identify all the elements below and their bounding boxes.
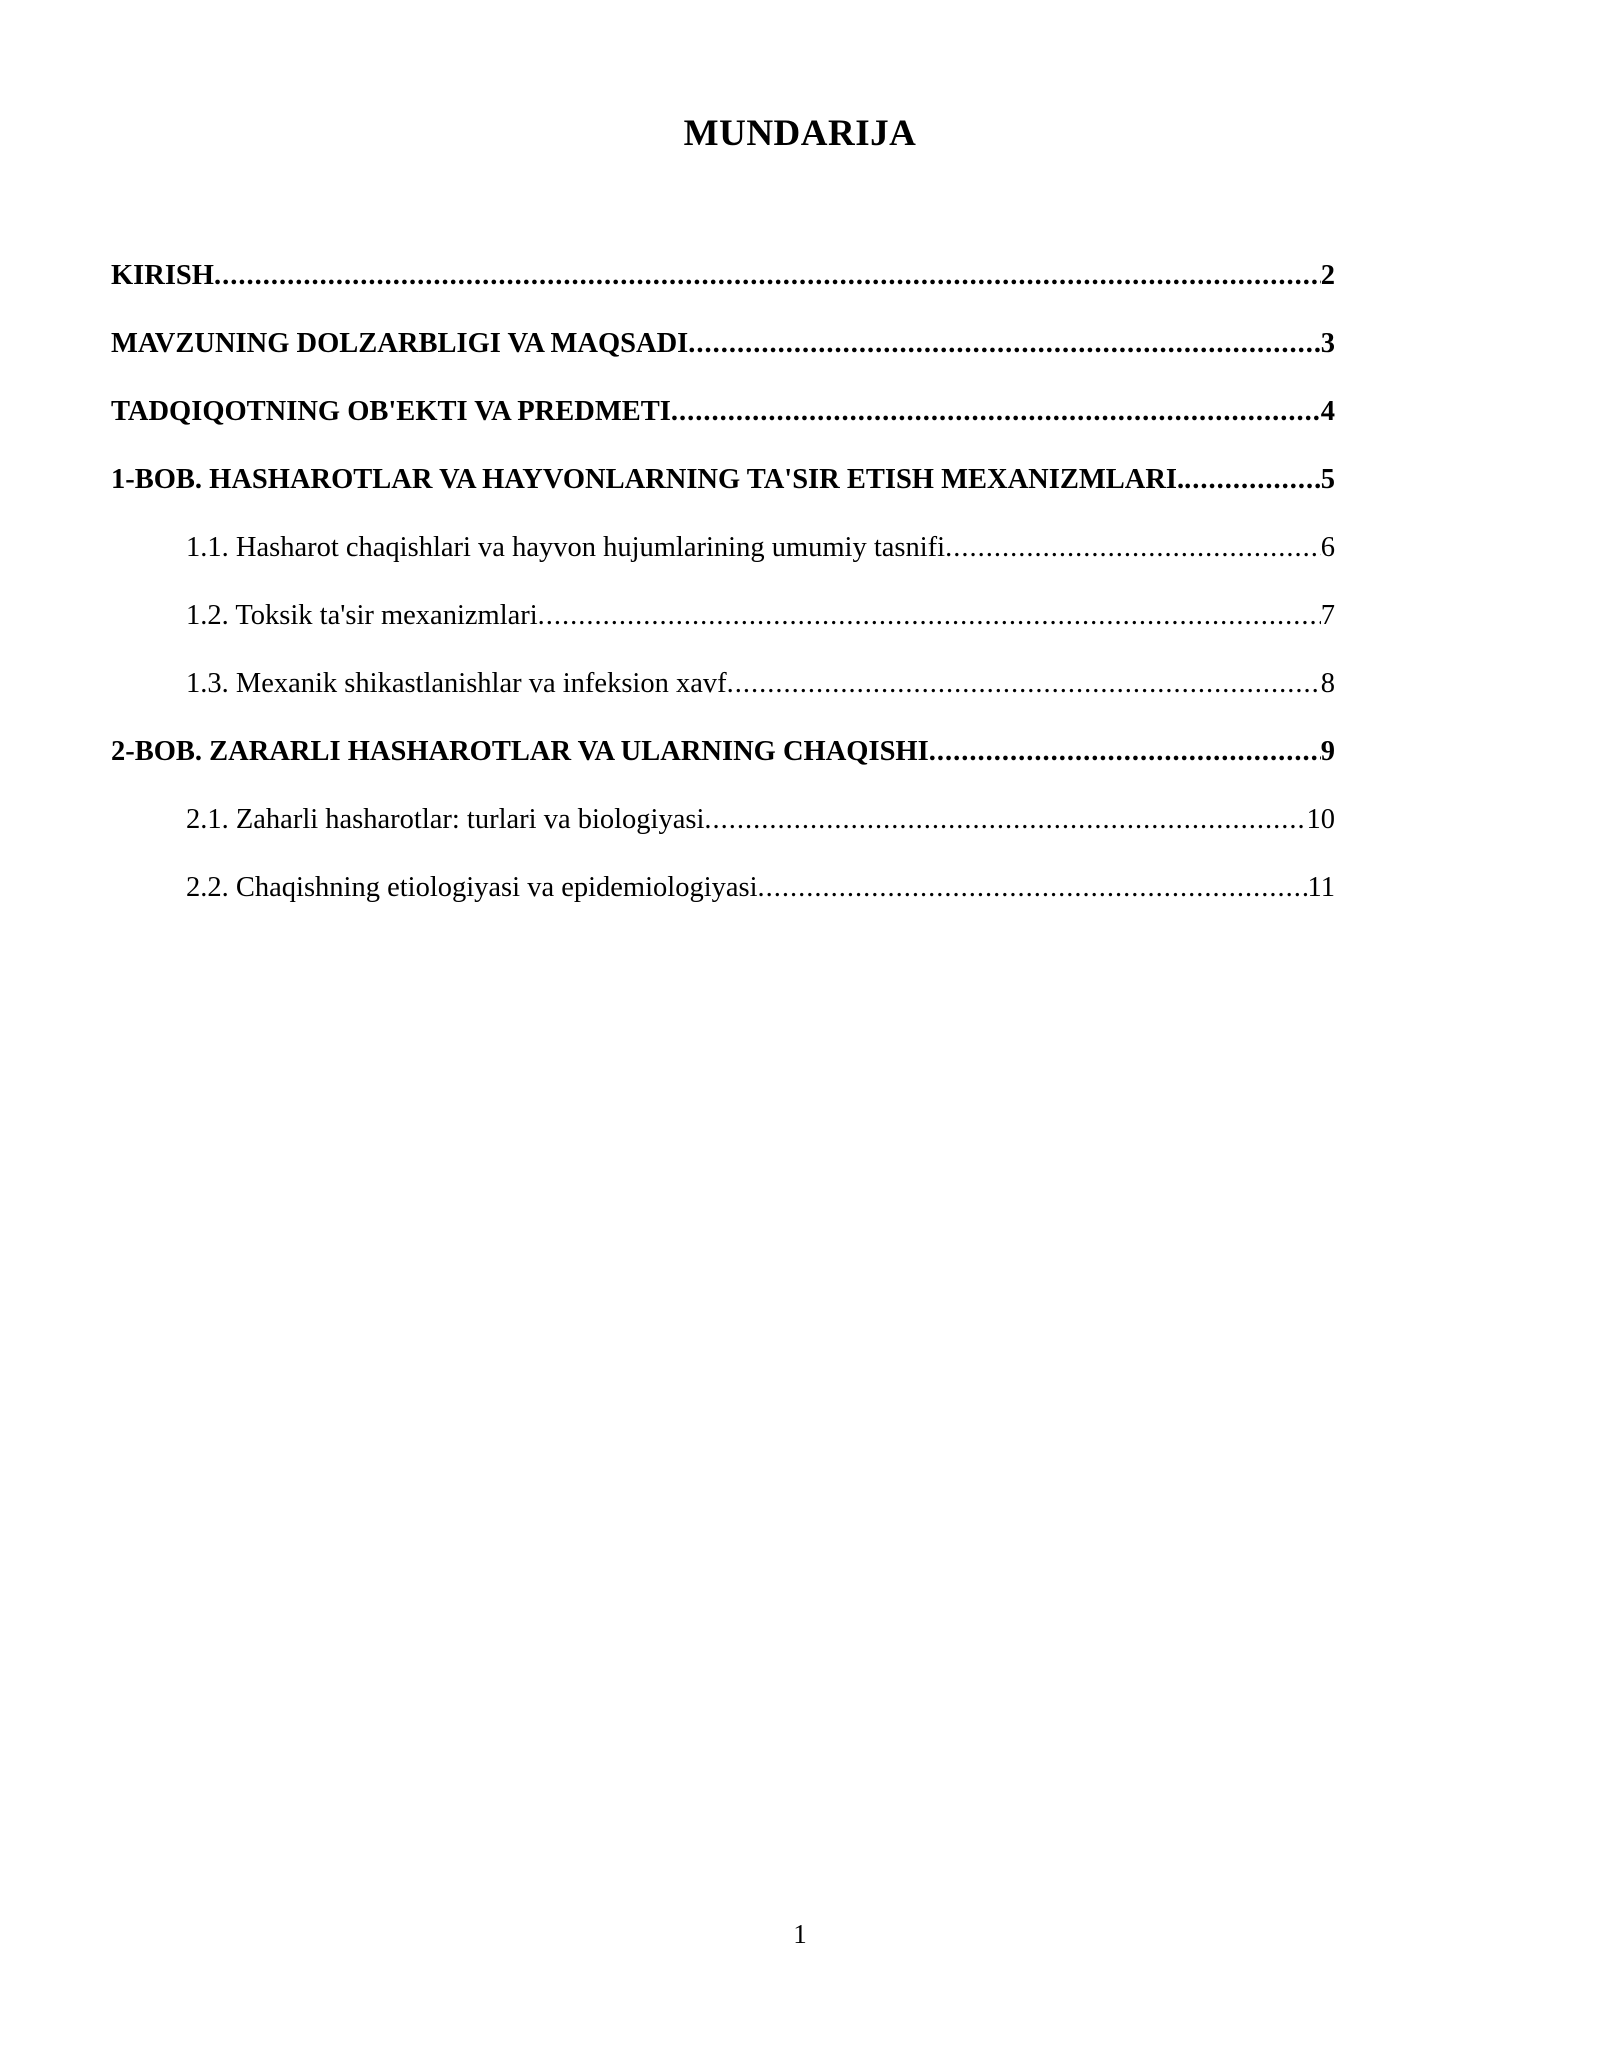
toc-leader-dots [671, 386, 1321, 438]
toc-leader-dots [704, 794, 1306, 846]
toc-entry-1-1[interactable] [111, 522, 1335, 590]
toc-leader-dots [727, 658, 1321, 710]
toc-entry-1-2[interactable] [111, 590, 1335, 658]
toc-entry-label: 1.2. Toksik ta'sir mexanizmlari [186, 600, 538, 631]
toc-entry-label: 2.2. Chaqishning etiologiyasi va epidemiologiyasi [186, 872, 758, 903]
toc-entry-dolzarbligi[interactable] [111, 318, 1335, 386]
toc-leader-dots [688, 318, 1321, 370]
toc-entry-page: 6 [1320, 532, 1335, 563]
toc-entry-label: MAVZUNING DOLZARBLIGI VA MAQSADI [111, 328, 689, 359]
toc-entry-page: 4 [1320, 396, 1335, 427]
toc-leader-dots [538, 590, 1321, 642]
toc-entry-label: 1.3. Mexanik shikastlanishlar va infeksion xavf [186, 668, 727, 699]
toc-entry-obekti[interactable] [111, 386, 1335, 454]
toc-entry-bob-1[interactable] [111, 454, 1335, 522]
toc-entry-page: 3 [1320, 328, 1335, 359]
toc-entry-page: 7 [1320, 600, 1335, 631]
toc-leader-dots [945, 522, 1321, 574]
toc-entry-label: TADQIQOTNING OB'EKTI VA PREDMETI [111, 396, 671, 427]
toc-entry-page: 5 [1320, 464, 1335, 495]
toc-entry-page: 9 [1320, 736, 1335, 767]
toc-entry-label: 2.1. Zaharli hasharotlar: turlari va biologiyasi [186, 804, 705, 835]
toc-entry-bob-2[interactable] [111, 726, 1335, 794]
toc-entry-label: 1.1. Hasharot chaqishlari va hayvon hujumlarining umumiy tasnifi [186, 532, 946, 563]
toc-leader-dots [758, 862, 1308, 914]
page-title: MUNDARIJA [683, 113, 917, 154]
toc-entry-label: KIRISH [111, 260, 214, 291]
toc-leader-dots [929, 726, 1321, 778]
toc-entry-2-1[interactable] [111, 794, 1335, 862]
toc-leader-dots [214, 250, 1321, 302]
toc-entry-page: 8 [1320, 668, 1335, 699]
toc-entry-1-3[interactable] [111, 658, 1335, 726]
toc-entry-label: 2-BOB. ZARARLI HASHAROTLAR VA ULARNING CHAQISHI [111, 736, 929, 767]
page-number: 1 [793, 1919, 807, 1949]
toc-entry-2-2[interactable] [111, 862, 1335, 930]
toc-entry-page: 10 [1306, 804, 1335, 835]
toc-entry-page: 2 [1320, 260, 1335, 291]
toc-entry-page: 11 [1307, 872, 1335, 903]
toc-entry-label: 1-BOB. HASHAROTLAR VA HAYVONLARNING TA'SIR ETISH MEXANIZMLARI. [111, 464, 1185, 495]
toc-leader-dots [1184, 454, 1321, 506]
toc-entry-kirish[interactable] [111, 250, 1335, 318]
table-of-contents [111, 250, 1335, 930]
